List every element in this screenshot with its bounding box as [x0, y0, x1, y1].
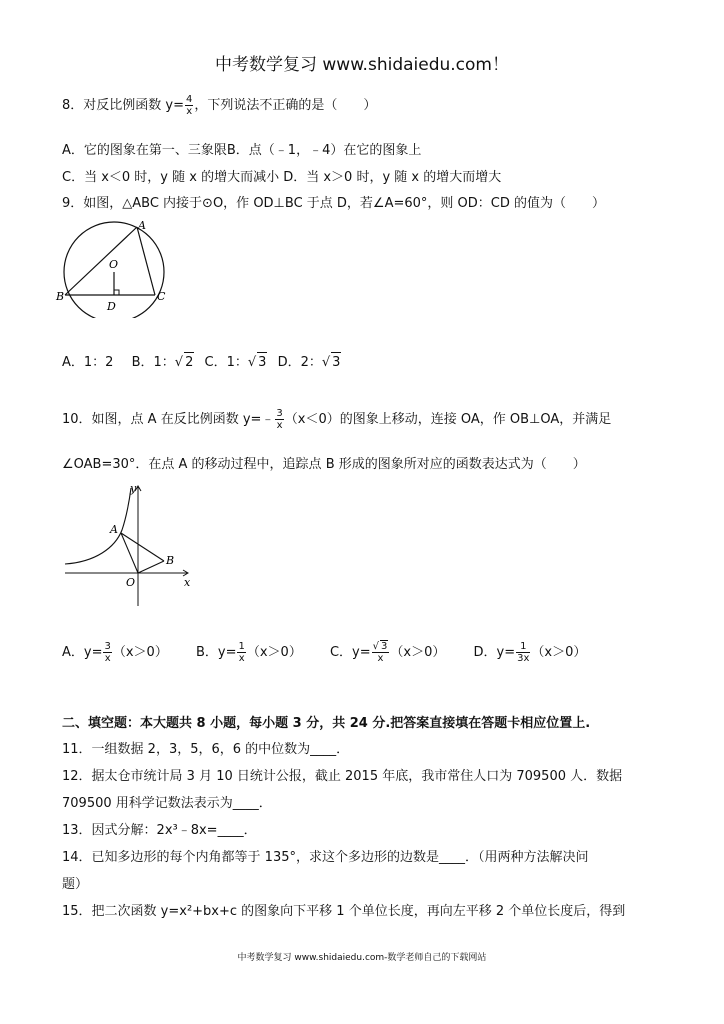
q10-option-b-den: x: [238, 652, 245, 664]
label-a: A: [110, 523, 118, 536]
q10-frac-den: x: [276, 420, 283, 431]
q10-option-a-num: 3: [104, 640, 111, 652]
q10-option-c-den: x: [377, 653, 384, 664]
q10-option-a: [62, 640, 168, 664]
q8-stem-pre: 8．对反比例函数 y=: [62, 98, 184, 113]
q9-option-b-text: B．1：: [131, 355, 175, 370]
label-o: O: [109, 258, 119, 271]
q8-options-cd: C．当 x＜0 时，y 随 x 的增大而减小 D．当 x＞0 时，y 随 x 的增大而增大: [62, 170, 502, 185]
segment-ab: [65, 227, 137, 295]
q9-option-b-radicand: 2: [184, 352, 194, 373]
q10-option-c-cond: （x＞0）: [390, 644, 446, 660]
q10-options: [62, 640, 586, 664]
label-b: B: [56, 290, 65, 303]
label-y: y: [130, 482, 137, 495]
q9-option-b: B．1：√ 2: [132, 355, 195, 370]
q10-option-b-text: B．y=: [195, 644, 237, 660]
q10-option-d-den: 3x: [517, 652, 530, 664]
q10-option-b-fraction: [237, 641, 245, 664]
q10-frac-num: 3: [276, 408, 283, 419]
q14-line2: 题）: [62, 877, 89, 892]
q9-option-c: C．1：√ 3: [205, 355, 268, 370]
q10-stem-post: （x＜0）的图象上移动，连接 OA，作 OB⊥OA，并满足: [284, 412, 612, 427]
q10-option-c-fraction: [372, 640, 390, 664]
q10-option-c-num: √ 3: [372, 641, 388, 652]
q10-option-c-text: C．y=: [329, 644, 371, 660]
q9-option-d-text: D．2：: [277, 355, 322, 370]
q10-option-c-radicand: 3: [381, 641, 388, 652]
segment-ac: [137, 227, 155, 295]
q10-option-a-text: A．y=: [62, 644, 103, 660]
hyperbola-curve: [65, 488, 131, 564]
q8-frac-num: 4: [186, 94, 193, 105]
q10-option-d-fraction: [516, 641, 530, 664]
q9-option-d: D．2：√ 3: [278, 355, 342, 370]
q10-option-a-cond: （x＞0）: [112, 644, 168, 660]
label-o: O: [126, 576, 136, 589]
q10-coordinate-figure: [60, 478, 200, 608]
q9-option-c-radicand: 3: [257, 352, 267, 373]
q8-stem: [62, 94, 376, 117]
q10-option-d: [473, 640, 587, 664]
q10-option-a-fraction: [103, 641, 111, 664]
q8-options-ab: A．它的图象在第一、三象限B．点（﹣1，﹣4）在它的图象上: [62, 143, 422, 158]
q11: 11．一组数据 2，3，5，6，6 的中位数为____．: [62, 742, 350, 757]
segment-ob: [138, 561, 164, 573]
q9-stem: 9．如图，△ABC 内接于⊙O，作 OD⊥BC 于点 D，若∠A=60°，则 OD：CD 的值为（ ）: [62, 196, 606, 211]
q10-option-c: [329, 641, 446, 664]
q9-option-d-radicand: 3: [331, 352, 341, 373]
q9-options: [62, 352, 341, 373]
q15: 15．把二次函数 y=x²+bx+c 的图象向下平移 1 个单位长度，再向左平移 2 个单位长度后，得到: [62, 904, 626, 919]
q8-frac-den: x: [186, 106, 193, 117]
q10-option-d-cond: （x＞0）: [531, 644, 587, 660]
q12-line2: 709500 用科学记数法表示为____．: [62, 796, 272, 811]
label-d: D: [107, 300, 116, 313]
q10-fraction: [275, 408, 283, 431]
q13: 13．因式分解：2x³﹣8x=____．: [62, 823, 257, 838]
label-c: C: [157, 290, 166, 303]
q10-stem-pre: 10．如图，点 A 在反比例函数 y=﹣: [62, 412, 275, 427]
q9-circle-figure: [55, 218, 185, 318]
right-angle-mark: [114, 290, 119, 295]
page-footer: 中考数学复习 www.shidaiedu.com-数学老师自己的下载网站: [237, 953, 487, 963]
q10-stem: [62, 408, 611, 431]
label-a: A: [138, 219, 146, 232]
q9-option-a: A．1：2: [62, 355, 114, 370]
q9-option-c-text: C．1：: [204, 355, 248, 370]
q10-option-a-den: x: [104, 652, 111, 664]
label-x: x: [184, 576, 191, 589]
q8-fraction: [185, 94, 193, 117]
q10-option-d-num: 1: [516, 641, 530, 653]
q10-option-b-num: 1: [238, 640, 245, 652]
section-2-heading: 二、填空题：本大题共 8 小题，每小题 3 分，共 24 分.把答案直接填在答题卡相应位置上.: [62, 716, 591, 731]
q10-stem-line2: ∠OAB=30°．在点 A 的移动过程中，追踪点 B 形成的图象所对应的函数表达式为（ ）: [62, 457, 586, 472]
q10-option-b: [195, 640, 302, 664]
page-header: 中考数学复习 www.shidaiedu.com！: [215, 55, 509, 75]
q10-option-b-cond: （x＞0）: [246, 644, 302, 660]
q14-line1: 14．已知多边形的每个内角都等于 135°，求这个多边形的边数是____．（用两种方法解决问: [62, 850, 589, 865]
q12-line1: 12．据太仓市统计局 3 月 10 日统计公报，截止 2015 年底，我市常住人口为 709500 人．数据: [62, 769, 623, 784]
q10-option-d-text: D．y=: [473, 644, 516, 660]
q8-stem-post: ，下列说法不正确的是（ ）: [194, 98, 377, 113]
label-b: B: [166, 554, 175, 567]
